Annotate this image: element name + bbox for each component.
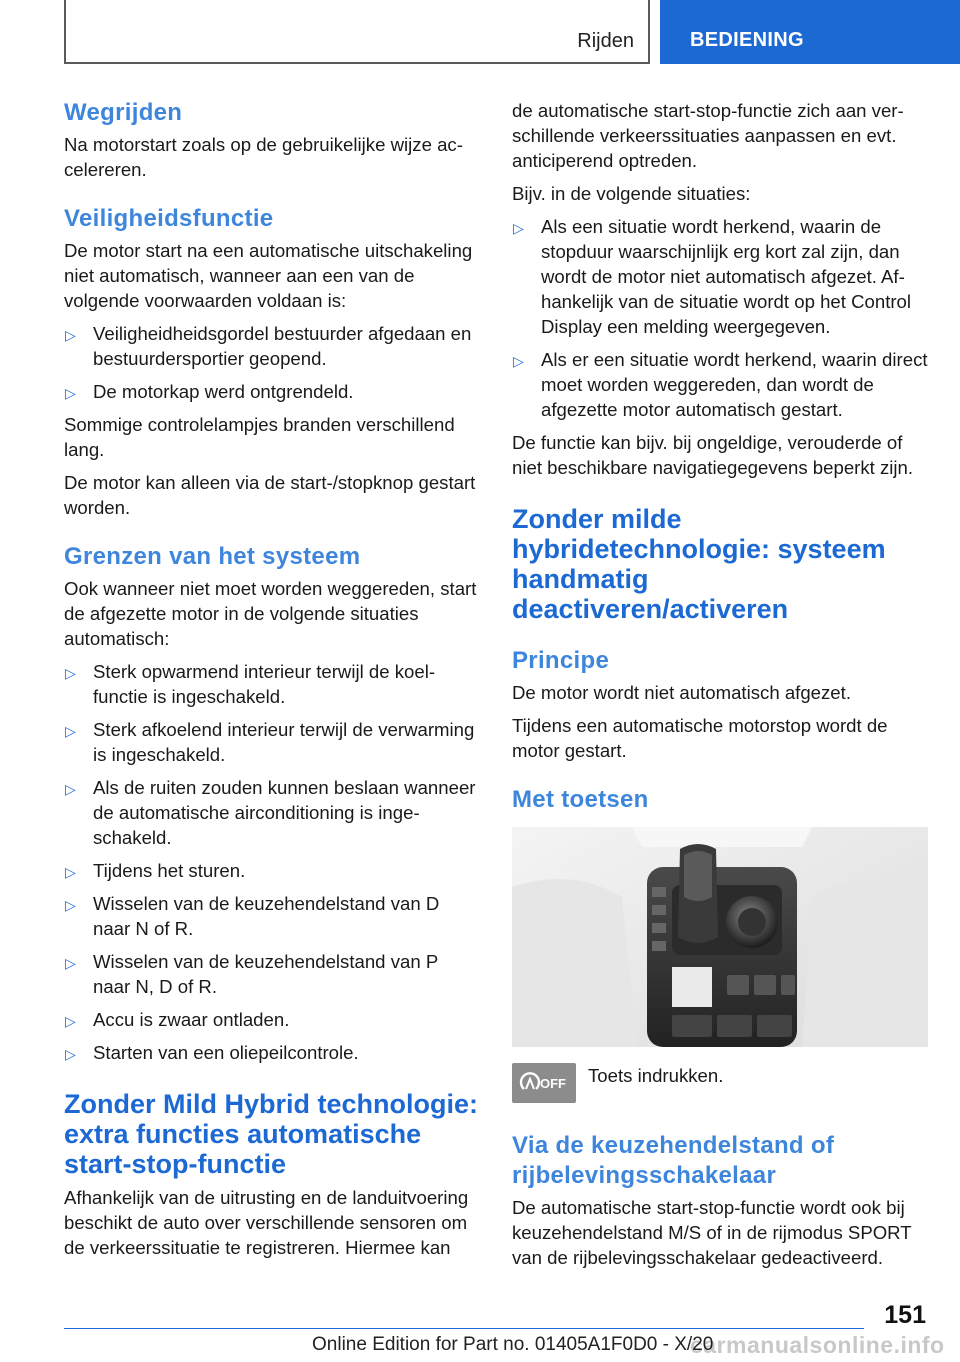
right-column: [512, 98, 928, 1278]
heading-keuzehendel: Via de keuzehendelstand of rijbelevingsschakelaar: [512, 1132, 835, 1189]
triangle-bullet-icon: ▷: [65, 327, 76, 343]
list-item: [64, 659, 478, 709]
section-tab[interactable]: [660, 0, 960, 64]
button-caption: Toets indrukken.: [588, 1065, 724, 1086]
list-item-text: Sterk afkoelend interieur terwijl de verwarming is ingeschakeld.: [93, 719, 475, 765]
heading-mild-hybrid: Zonder Mild Hybrid technologie: extra functies automatische start-stop-functie: [64, 1089, 478, 1179]
list-item-text: Als er een situatie wordt herkend, waarin direct moet worden weggereden, dan wordt de afgezette motor automatisch gestart.: [541, 349, 928, 420]
triangle-bullet-icon: ▷: [513, 353, 524, 369]
off-button-label: OFF: [540, 1076, 566, 1091]
list-item-text: Als een situatie wordt herkend, waarin de stopduur waarschijnlijk erg kort zal zijn, dan wordt de motor niet automatisch afgezet. Afhankelijk van de situatie wordt op het Control Display een melding weergegeven.: [541, 216, 912, 337]
triangle-bullet-icon: ▷: [65, 385, 76, 401]
header-frame: [64, 0, 650, 64]
list-item-text: Wisselen van de keuzehendelstand van D naar N of R.: [93, 893, 440, 939]
paragraph: De functie kan bijv. bij ongeldige, verouderde of niet beschikbare navigatiegegevens beperkt zijn.: [512, 432, 914, 478]
chapter-title: Rijden: [577, 30, 634, 52]
paragraph: De motor kan alleen via de start-/stopknop gestart worden.: [64, 472, 476, 518]
paragraph: Sommige controlelampjes branden verschillend lang.: [64, 414, 455, 460]
page-number: 151: [884, 1301, 926, 1329]
bullet-list: [512, 214, 928, 422]
left-column: [64, 98, 478, 1268]
triangle-bullet-icon: ▷: [65, 723, 76, 739]
triangle-bullet-icon: ▷: [65, 781, 76, 797]
triangle-bullet-icon: ▷: [65, 955, 76, 971]
list-item-text: Als de ruiten zouden kunnen beslaan wanneer de automatische airconditioning is ingeschakeld.: [93, 777, 476, 848]
footer-edition: Online Edition for Part no. 01405A1F0D0 - X/20: [312, 1334, 714, 1355]
paragraph: De motor wordt niet automatisch afgezet.: [512, 682, 851, 703]
list-item: [64, 949, 478, 999]
paragraph: de automatische start-stop-functie zich aan verschillende verkeerssituaties aanpassen en evt. anticiperend optreden.: [512, 100, 904, 171]
list-item: [64, 717, 478, 767]
triangle-bullet-icon: ▷: [65, 665, 76, 681]
list-item: [64, 1007, 478, 1032]
auto-start-stop-off-button[interactable]: [512, 1063, 576, 1103]
list-item: [64, 1040, 478, 1065]
list-item: [512, 347, 928, 422]
triangle-bullet-icon: ▷: [65, 1046, 76, 1062]
bullet-list: [64, 659, 478, 1065]
triangle-bullet-icon: ▷: [65, 897, 76, 913]
paragraph: De motor start na een automatische uitschakeling niet automatisch, wanneer aan een van de volgende voorwaarden voldaan is:: [64, 240, 473, 311]
paragraph: De automatische start-stop-functie wordt ook bij keuzehendelstand M/S of in de rijmodus SPORT van de rijbelevingsschakelaar gedeactiveerd.: [512, 1197, 912, 1268]
heading-wegrijden: Wegrijden: [64, 99, 183, 126]
heading-veiligheidsfunctie: Veiligheidsfunctie: [64, 205, 274, 232]
list-item-text: Sterk opwarmend interieur terwijl de koelfunctie is ingeschakeld.: [93, 661, 436, 707]
list-item: [64, 379, 478, 404]
list-item-text: Tijdens het sturen.: [93, 860, 246, 881]
auto-start-stop-off-icon: [512, 1063, 576, 1103]
list-item-text: De motorkap werd ontgrendeld.: [93, 381, 354, 402]
heading-zonder-milde-hybride: Zonder milde hybridetechnologie: systeem handmatig deactiveren/activeren: [512, 504, 886, 624]
paragraph: Tijdens een automatische motorstop wordt de motor gestart.: [512, 715, 888, 761]
center-console-illustration: [512, 827, 928, 1047]
list-item: [64, 891, 478, 941]
list-item-text: Starten van een oliepeilcontrole.: [93, 1042, 359, 1063]
list-item-text: Accu is zwaar ontladen.: [93, 1009, 290, 1030]
heading-met-toetsen: Met toetsen: [512, 786, 649, 813]
heading-principe: Principe: [512, 647, 610, 674]
watermark: carmanualsonline.info: [690, 1332, 945, 1358]
paragraph: Na motorstart zoals op de gebruikelijke wijze accelereren.: [64, 134, 463, 180]
paragraph: Bijv. in de volgende situaties:: [512, 183, 751, 204]
heading-grenzen: Grenzen van het systeem: [64, 543, 361, 570]
list-item-text: Veiligheidheidsgordel bestuurder afgedaan en bestuurdersportier geopend.: [93, 323, 472, 369]
center-console-photo: [512, 827, 928, 1047]
triangle-bullet-icon: ▷: [513, 220, 524, 236]
bullet-list: [64, 321, 478, 404]
paragraph: Afhankelijk van de uitrusting en de landuitvoering beschikt de auto over verschillende sensoren om de verkeerssituatie te registreren. Hiermee kan: [64, 1187, 469, 1258]
list-item-text: Wisselen van de keuzehendelstand van P naar N, D of R.: [93, 951, 438, 997]
list-item: [64, 858, 478, 883]
triangle-bullet-icon: ▷: [65, 864, 76, 880]
list-item: [64, 321, 478, 371]
list-item: [64, 775, 478, 850]
section-tab-label: BEDIENING: [690, 29, 804, 51]
footer-divider: [64, 1328, 864, 1329]
list-item: [512, 214, 928, 339]
paragraph: Ook wanneer niet moet worden weggereden, start de afgezette motor in de volgende situaties automatisch:: [64, 578, 477, 649]
button-row: [512, 1063, 928, 1109]
triangle-bullet-icon: ▷: [65, 1013, 76, 1029]
